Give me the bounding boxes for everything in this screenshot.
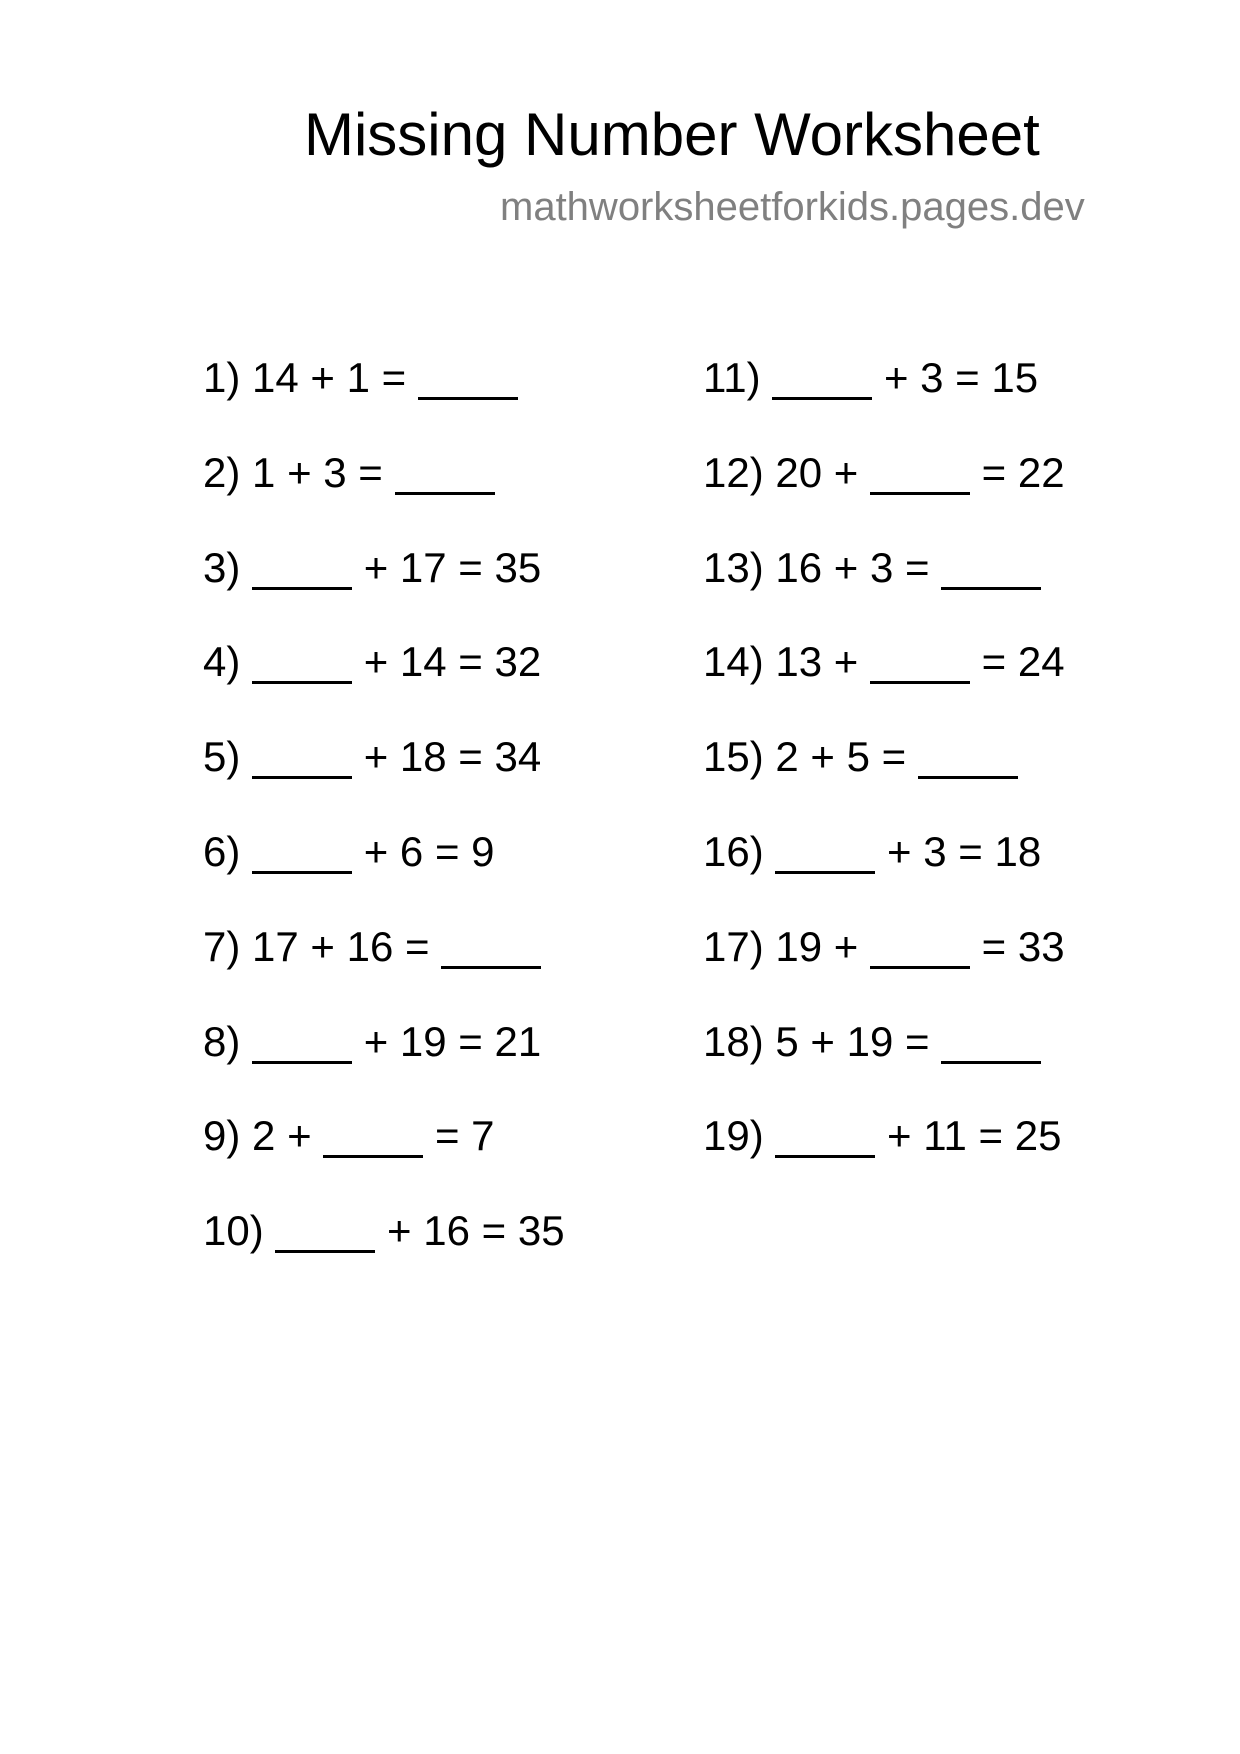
plus-sign: + [363, 733, 389, 781]
equals-sign: = [458, 733, 483, 781]
plus-sign: + [363, 1017, 389, 1065]
operand: 17 [252, 922, 299, 970]
operand: 16 [423, 1207, 470, 1255]
problem-number: 16) [703, 828, 764, 875]
operand: 2 [775, 733, 799, 781]
operand: 17 [399, 543, 447, 591]
operand: 15 [991, 354, 1039, 401]
operand: 19 [775, 922, 823, 970]
plus-sign: + [810, 733, 835, 781]
problem-number: 5) [203, 733, 241, 781]
answer-blank[interactable] [418, 357, 518, 399]
plus-sign: + [387, 1207, 412, 1255]
problem-number: 8) [203, 1017, 241, 1065]
operand: 5 [846, 733, 870, 781]
problem-number: 10) [203, 1207, 264, 1255]
answer-blank[interactable] [775, 831, 875, 873]
operand: 21 [494, 1017, 542, 1065]
equals-sign: = [434, 1112, 460, 1160]
answer-blank[interactable] [918, 736, 1018, 778]
operand: 19 [846, 1017, 894, 1065]
operand: 34 [494, 733, 542, 781]
problem-item [203, 922, 541, 970]
plus-sign: + [310, 922, 335, 970]
operand: 19 [399, 1017, 447, 1065]
answer-blank[interactable] [252, 641, 352, 683]
problem-item [203, 1017, 542, 1065]
operand: 3 [869, 543, 894, 591]
problem-number: 3) [203, 543, 241, 591]
problem-number: 4) [203, 638, 241, 686]
answer-blank[interactable] [941, 1021, 1041, 1063]
problem-item [703, 922, 1065, 970]
operand: 35 [494, 543, 542, 591]
problem-number: 11) [703, 354, 761, 401]
problem-number: 19) [703, 1112, 764, 1160]
problem-number: 2) [203, 448, 241, 496]
problem-number: 14) [703, 638, 764, 686]
operand: 9 [471, 828, 495, 875]
plus-sign: + [363, 828, 389, 875]
plus-sign: + [310, 354, 335, 401]
plus-sign: + [833, 638, 859, 686]
plus-sign: + [833, 448, 859, 496]
answer-blank[interactable] [870, 641, 970, 683]
plus-sign: + [883, 354, 909, 401]
problem-number: 18) [703, 1017, 764, 1065]
answer-blank[interactable] [870, 452, 970, 494]
operand: 16 [346, 922, 394, 970]
operand: 6 [399, 828, 424, 875]
plus-sign: + [287, 1112, 312, 1160]
equals-sign: = [458, 543, 483, 591]
operand: 22 [1017, 448, 1065, 496]
operand: 35 [517, 1207, 565, 1255]
problem-item [203, 828, 495, 875]
equals-sign: = [981, 638, 1007, 686]
operand: 18 [399, 733, 447, 781]
problem-item [703, 543, 1041, 591]
equals-sign: = [905, 1017, 930, 1065]
equals-sign: = [381, 354, 407, 401]
problem-item [203, 1112, 495, 1160]
problem-item [203, 1207, 565, 1255]
source-url: mathworksheetforkids.pages.dev [500, 185, 1085, 229]
problem-item [703, 354, 1039, 401]
equals-sign: = [358, 448, 383, 496]
answer-blank[interactable] [252, 547, 352, 589]
plus-sign: + [363, 543, 389, 591]
problem-number: 9) [203, 1112, 241, 1160]
operand: 1 [252, 448, 276, 496]
problem-item [203, 354, 518, 401]
equals-sign: = [905, 543, 930, 591]
answer-blank[interactable] [252, 736, 352, 778]
problem-number: 13) [703, 543, 764, 591]
plus-sign: + [833, 543, 859, 591]
answer-blank[interactable] [252, 1021, 352, 1063]
problem-item [703, 828, 1042, 875]
operand: 5 [775, 1017, 799, 1065]
plus-sign: + [887, 828, 912, 875]
problem-item [203, 448, 495, 496]
equals-sign: = [981, 922, 1007, 970]
plus-sign: + [363, 638, 389, 686]
operand: 2 [252, 1112, 276, 1160]
equals-sign: = [458, 1017, 483, 1065]
equals-sign: = [481, 1207, 507, 1255]
problem-item [703, 638, 1065, 686]
answer-blank[interactable] [941, 547, 1041, 589]
problem-number: 17) [703, 922, 764, 970]
equals-sign: = [958, 828, 983, 875]
operand: 13 [775, 638, 823, 686]
problem-item [203, 638, 542, 686]
answer-blank[interactable] [870, 926, 970, 968]
problem-number: 6) [203, 828, 241, 875]
operand: 20 [775, 448, 823, 496]
answer-blank[interactable] [441, 926, 541, 968]
operand: 24 [1017, 638, 1065, 686]
answer-blank[interactable] [395, 452, 495, 494]
answer-blank[interactable] [775, 1115, 875, 1157]
operand: 1 [346, 354, 370, 401]
operand: 14 [252, 354, 299, 401]
problem-item [703, 1112, 1062, 1160]
problem-item [203, 733, 542, 781]
operand: 25 [1014, 1112, 1062, 1160]
problem-number: 15) [703, 733, 764, 781]
equals-sign: = [981, 448, 1007, 496]
operand: 16 [775, 543, 823, 591]
answer-blank[interactable] [772, 357, 872, 399]
operand: 33 [1017, 922, 1065, 970]
problem-item [703, 733, 1018, 781]
plus-sign: + [887, 1112, 912, 1160]
problem-number: 7) [203, 922, 241, 970]
plus-sign: + [287, 448, 312, 496]
operand: 7 [471, 1112, 495, 1160]
operand: 14 [399, 638, 447, 686]
equals-sign: = [978, 1112, 1004, 1160]
problem-item [703, 448, 1065, 496]
plus-sign: + [810, 1017, 835, 1065]
page-title: Missing Number Worksheet [304, 101, 1040, 168]
operand: 11 [923, 1112, 967, 1160]
operand: 3 [920, 354, 944, 401]
answer-blank[interactable] [323, 1115, 423, 1157]
equals-sign: = [955, 354, 980, 401]
operand: 3 [923, 828, 947, 875]
operand: 18 [994, 828, 1042, 875]
operand: 32 [494, 638, 542, 686]
problem-item [703, 1017, 1041, 1065]
equals-sign: = [458, 638, 483, 686]
problem-item [203, 543, 542, 591]
equals-sign: = [881, 733, 907, 781]
answer-blank[interactable] [275, 1210, 375, 1252]
equals-sign: = [405, 922, 430, 970]
equals-sign: = [434, 828, 460, 875]
problem-number: 1) [203, 354, 241, 401]
problem-number: 12) [703, 448, 764, 496]
answer-blank[interactable] [252, 831, 352, 873]
operand: 3 [323, 448, 347, 496]
plus-sign: + [833, 922, 859, 970]
